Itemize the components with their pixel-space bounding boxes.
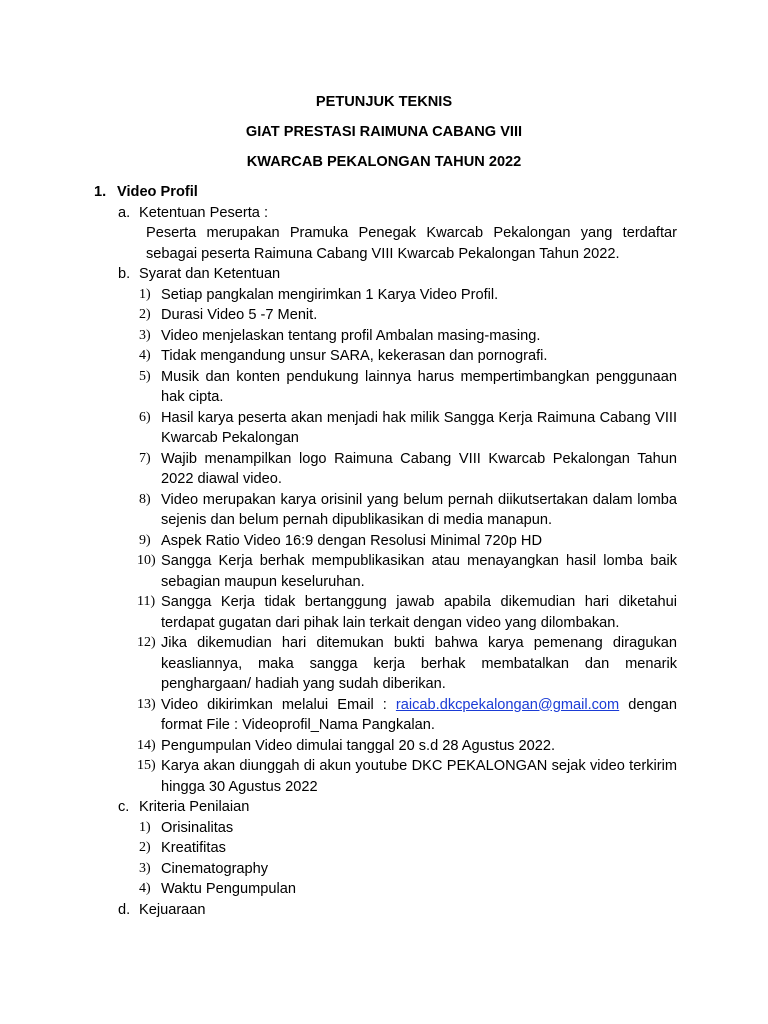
item-text-pre: Video dikirimkan melalui Email :	[161, 696, 396, 713]
item-number: 4)	[139, 348, 151, 363]
list-item	[139, 859, 677, 880]
list-item	[139, 326, 677, 347]
document-title-block	[0, 92, 768, 182]
section-number: 1.	[94, 184, 107, 200]
item-text: Sangga Kerja berhak mempublikasikan atau menayangkan hasil lomba baik sebagian maupun keseluruhan.	[161, 553, 677, 590]
subsection-b	[118, 264, 768, 285]
item-number: 12)	[137, 635, 156, 650]
list-item	[139, 879, 677, 900]
email-link[interactable]: raicab.dkcpekalongan@gmail.com	[395, 696, 620, 713]
subsection-label: Syarat dan Ketentuan	[139, 266, 281, 282]
item-text: Wajib menampilkan logo Raimuna Cabang VIII Kwarcab Pekalongan Tahun 2022 diawal video.	[161, 450, 677, 487]
subsection-letter: a.	[118, 204, 131, 221]
subsection-d	[118, 900, 768, 921]
item-text: Video menjelaskan tentang profil Ambalan masing-masing.	[161, 327, 541, 344]
title-line-1: PETUNJUK TEKNIS	[315, 94, 453, 110]
item-text: Musik dan konten pendukung lainnya harus mempertimbangkan penggunaan hak cipta.	[161, 368, 677, 405]
list-item	[139, 305, 677, 326]
item-text: Jika dikemudian hari ditemukan bukti bahwa karya pemenang diragukan keasliannya, maka sangga kerja berhak membatalkan dan menarik penghargaan/ hadiah yang sudah diberikan.	[161, 635, 677, 692]
item-text: Tidak mengandung unsur SARA, kekerasan dan pornografi.	[161, 348, 548, 364]
item-text: Pengumpulan Video dimulai tanggal 20 s.d 28 Agustus 2022.	[161, 737, 556, 754]
item-text: Orisinalitas	[161, 819, 234, 836]
list-item	[137, 551, 677, 592]
subsection-letter: d.	[118, 901, 131, 918]
item-text: Cinematography	[161, 860, 269, 877]
item-text: Aspek Ratio Video 16:9 dengan Resolusi Minimal 720p HD	[161, 532, 543, 549]
subsection-c	[118, 797, 768, 818]
item-text: Durasi Video 5 -7 Menit.	[161, 307, 318, 323]
section-title: Video Profil	[117, 184, 198, 200]
list-item	[137, 736, 677, 757]
item-number: 2)	[139, 840, 151, 855]
item-number: 4)	[139, 881, 151, 896]
item-number: 1)	[139, 286, 151, 302]
item-number: 9)	[139, 532, 151, 548]
item-number: 5)	[139, 368, 151, 384]
subsection-a	[118, 203, 768, 224]
subsection-letter: b.	[118, 266, 131, 282]
item-number: 7)	[139, 450, 151, 466]
list-item	[137, 592, 677, 633]
item-number: 13)	[137, 696, 156, 712]
item-number: 8)	[139, 491, 151, 507]
list-item	[139, 346, 677, 367]
subsection-letter: c.	[118, 799, 130, 815]
item-number: 14)	[137, 737, 156, 753]
section-heading	[94, 182, 768, 203]
list-item	[139, 449, 677, 490]
subsection-label: Ketentuan Peserta :	[139, 204, 268, 221]
subsection-label: Kriteria Penilaian	[139, 799, 250, 815]
list-item	[137, 695, 677, 736]
list-item	[139, 838, 677, 859]
item-text-post: dengan format File : Videoprofil_Nama Pangkalan.	[161, 696, 677, 733]
list-item	[137, 756, 677, 797]
item-text: Karya akan diunggah di akun youtube DKC PEKALONGAN sejak video terkirim hingga 30 Agustus 2022	[161, 758, 677, 795]
item-text: Sangga Kerja tidak bertanggung jawab apabila dikemudian hari diketahui terdapat gugatan dari pihak lain terkait dengan video yang dilombakan.	[161, 594, 677, 631]
item-text: Setiap pangkalan mengirimkan 1 Karya Video Profil.	[161, 286, 499, 303]
item-number: 11)	[137, 594, 156, 609]
document-body	[0, 182, 768, 920]
item-number: 15)	[137, 758, 156, 773]
list-item	[139, 818, 677, 839]
subsection-label: Kejuaraan	[139, 901, 206, 918]
item-text: Video merupakan karya orisinil yang belum pernah diikutsertakan dalam lomba sejenis dan belum pernah dipublikasikan di media manapun.	[161, 491, 677, 528]
item-text: Hasil karya peserta akan menjadi hak milik Sangga Kerja Raimuna Cabang VIII Kwarcab Pekalongan	[161, 409, 677, 446]
list-item	[139, 285, 677, 306]
subsection-a-paragraph: Peserta merupakan Pramuka Penegak Kwarcab Pekalongan yang terdaftar sebagai peserta Raimuna Cabang VIII Kwarcab Pekalongan Tahun 2022.	[146, 225, 677, 262]
item-number: 1)	[139, 819, 151, 835]
list-item	[139, 531, 677, 552]
item-text: Waktu Pengumpulan	[161, 881, 296, 897]
item-number: 3)	[139, 327, 151, 343]
item-number: 3)	[139, 860, 151, 876]
title-line-2: GIAT PRESTASI RAIMUNA CABANG VIII	[245, 124, 523, 140]
item-number: 10)	[137, 553, 156, 568]
item-text: Kreatifitas	[161, 840, 226, 856]
title-line-3: KWARCAB PEKALONGAN TAHUN 2022	[246, 154, 522, 170]
list-item	[139, 408, 677, 449]
list-item	[137, 633, 677, 695]
item-number: 2)	[139, 307, 151, 322]
list-item	[139, 490, 677, 531]
list-item	[139, 367, 677, 408]
item-number: 6)	[139, 409, 151, 425]
